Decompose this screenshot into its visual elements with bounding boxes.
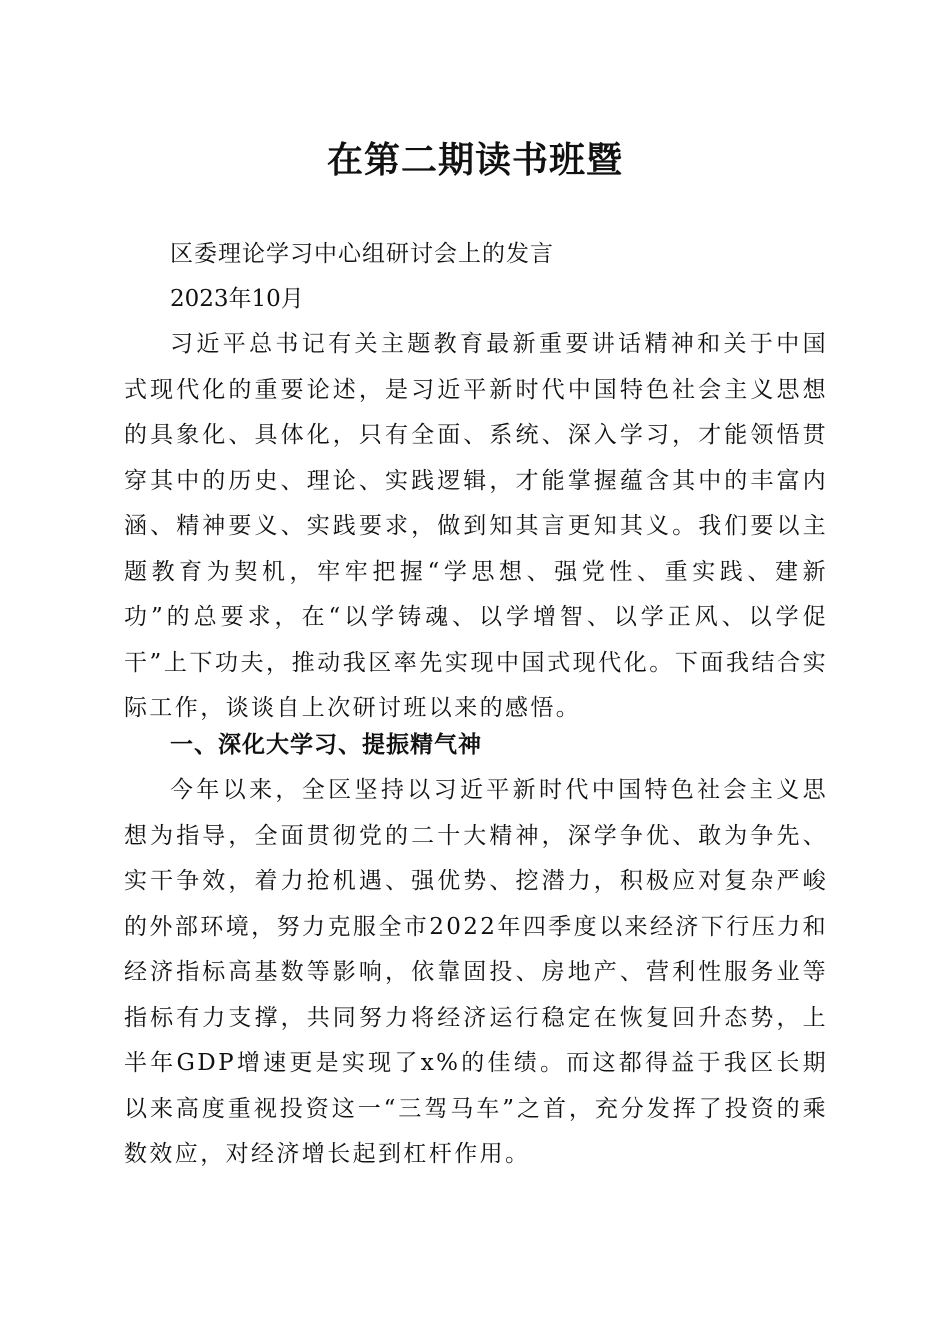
section-heading: 一、深化大学习、提振精气神: [170, 732, 482, 758]
document-subtitle: 区委理论学习中心组研讨会上的发言: [170, 241, 554, 267]
section-paragraph: 今年以来，全区坚持以习近平新时代中国特色社会主义思想为指导，全面贯彻党的二十大精神，深学争优、敢为争先、实干争效，着力抢机遇、强优势、挖潜力，积极应对复杂严峻的外部环境，努力克服全市2022年四季度以来经济下行压力和经济指标高基数等影响，依靠固投、房地产、营利性服务业等指标有力支撑，共同努力将经济运行稳定在恢复回升态势，上半年GDP增速更是实现了x%的佳绩。而这都得益于我区长期以来高度重视投资这一“三驾马车”之首，充分发挥了投资的乘数效应，对经济增长起到杠杆作用。: [124, 777, 828, 1167]
document-title: 在第二期读书班暨: [326, 139, 623, 181]
intro-paragraph: 习近平总书记有关主题教育最新重要讲话精神和关于中国式现代化的重要论述，是习近平新时代中国特色社会主义思想的具象化、具体化，只有全面、系统、深入学习，才能领悟贯穿其中的历史、理论、实践逻辑，才能掌握蕴含其中的丰富内涵、精神要义、实践要求，做到知其言更知其义。我们要以主题教育为契机，牢牢把握“学思想、强党性、重实践、建新功”的总要求，在“以学铸魂、以学增智、以学正风、以学促干”上下功夫，推动我区率先实现中国式现代化。下面我结合实际工作，谈谈自上次研讨班以来的感悟。: [124, 331, 828, 721]
document-date: 2023年10月: [170, 286, 304, 312]
